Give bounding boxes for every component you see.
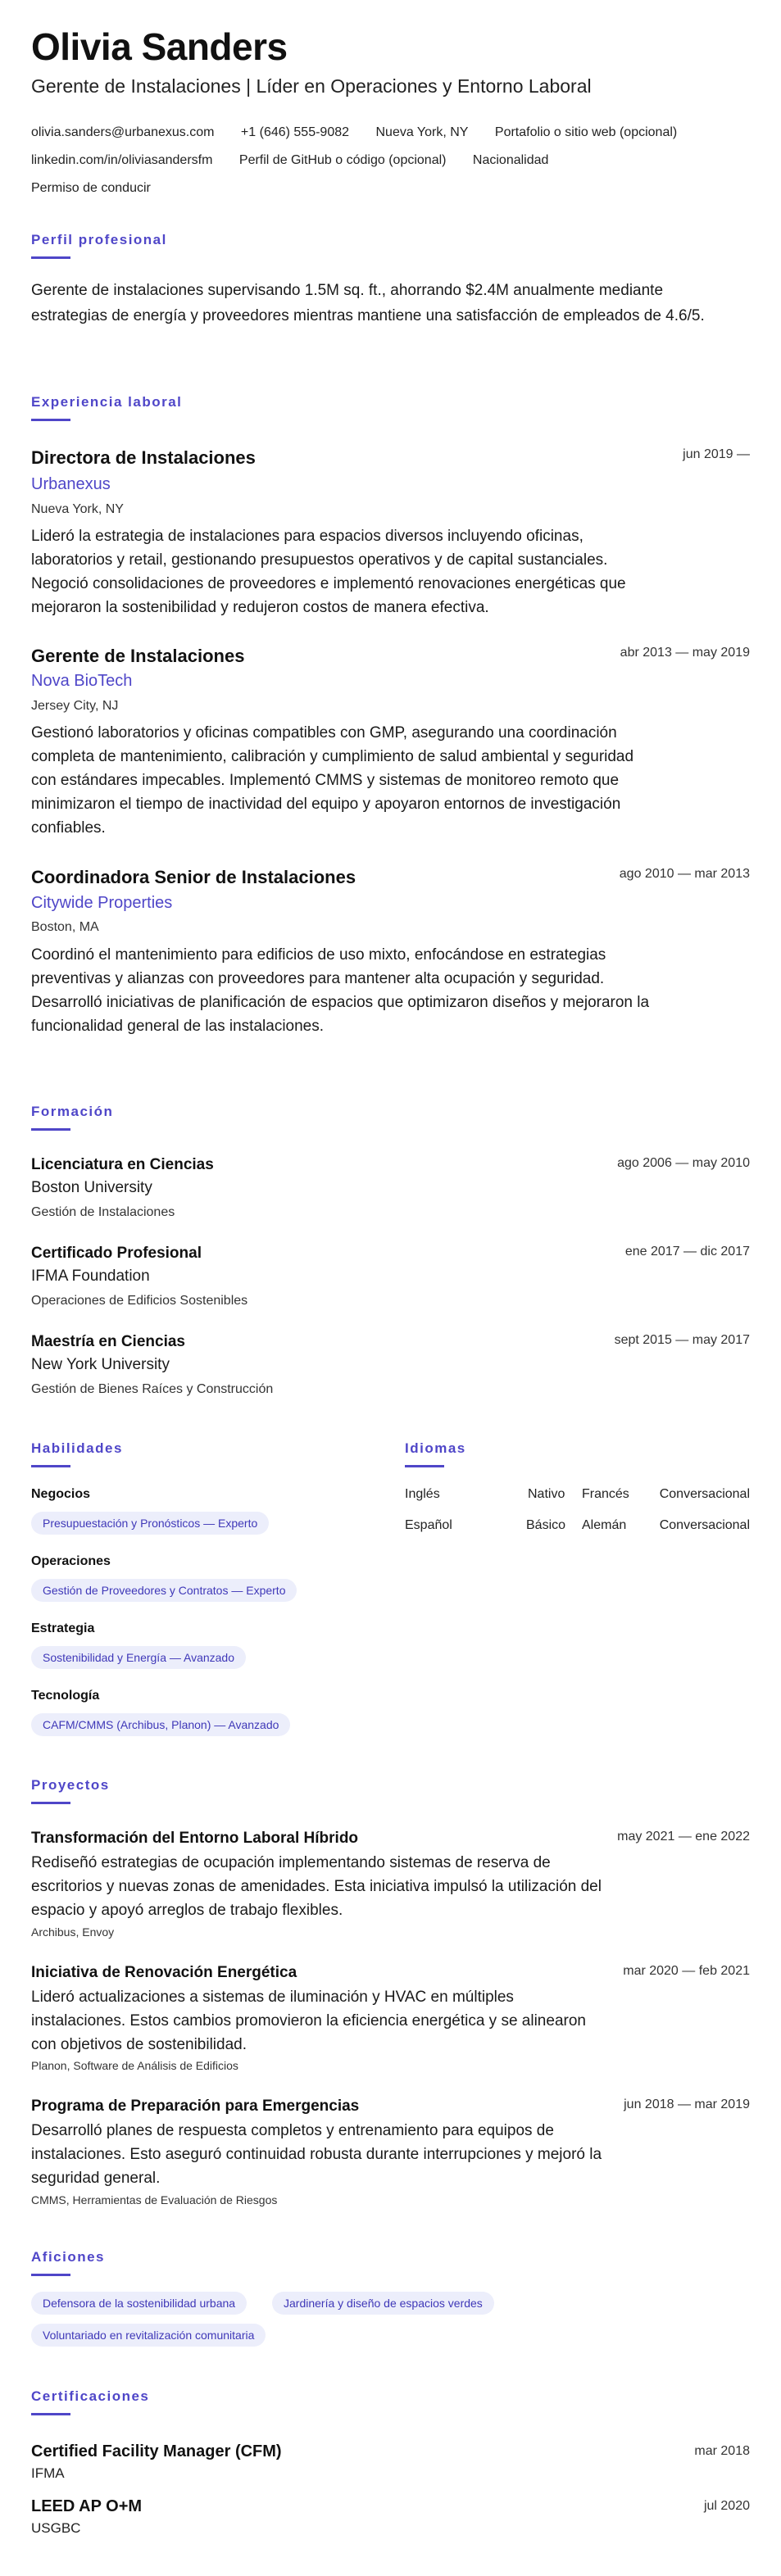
- project-tools: CMMS, Herramientas de Evaluación de Riesgos: [31, 2193, 278, 2206]
- project-title: Programa de Preparación para Emergencias: [31, 2098, 360, 2115]
- project-dates: mar 2020 — feb 2021: [623, 1964, 750, 1978]
- contact-portfolio[interactable]: Portafolio o sitio web (opcional): [494, 125, 678, 139]
- section-title-education: Formación: [31, 1104, 114, 1119]
- education-field: Gestión de Instalaciones: [31, 1205, 175, 1219]
- contact-nationality: Nacionalidad: [472, 153, 549, 167]
- job-description: Coordinó el mantenimiento para edificios de uso mixto, enfocándose en estrategias preventivas y alianzas con proveedores para mantener alta ocupación y seguridad. Desarrolló iniciativas de planificación de espacios que optimizaron diseños y mejoraron la funcionalidad general de las instalaciones.: [31, 946, 650, 1035]
- job-title: Gerente de Instalaciones: [31, 646, 245, 666]
- skill-tag: CAFM/CMMS (Archibus, Planon) — Avanzado: [31, 1713, 290, 1736]
- language-name: Francés: [582, 1487, 629, 1501]
- certification-date: jul 2020: [703, 2499, 750, 2513]
- contact-linkedin[interactable]: linkedin.com/in/oliviasandersfm: [31, 153, 213, 167]
- language-name: Alemán: [582, 1518, 627, 1532]
- section-title-experience: Experiencia laboral: [31, 394, 183, 410]
- language-level: Conversacional: [659, 1518, 750, 1532]
- job-dates: jun 2019 —: [683, 447, 750, 461]
- section-divider: [31, 1465, 70, 1467]
- profile-summary: Gerente de instalaciones supervisando 1.5M sq. ft., ahorrando $2.4M anualmente mediante estrategias de energía y proveedores mientras mantiene una satisfacción de empleados de 4.6/5.: [31, 282, 705, 324]
- project-description: Desarrolló planes de respuesta completos y entrenamiento para equipos de instalaciones. Esto aseguró continuidad robusta durante interrupciones y mejoró la seguridad general.: [31, 2122, 602, 2187]
- job-location: Nueva York, NY: [31, 502, 124, 516]
- hobby-tag: Defensora de la sostenibilidad urbana: [31, 2292, 247, 2315]
- section-title-hobbies: Aficiones: [31, 2249, 106, 2265]
- certification-issuer: IFMA: [31, 2465, 65, 2481]
- job-company[interactable]: Citywide Properties: [31, 894, 173, 912]
- section-divider: [31, 1128, 70, 1131]
- education-dates: sept 2015 — may 2017: [614, 1333, 750, 1347]
- project-tools: Planon, Software de Análisis de Edificios: [31, 2059, 238, 2072]
- skill-category: Operaciones: [31, 1554, 111, 1568]
- language-level: Básico: [526, 1518, 566, 1532]
- skill-category: Tecnología: [31, 1689, 100, 1703]
- job-location: Boston, MA: [31, 920, 99, 934]
- education-dates: ene 2017 — dic 2017: [624, 1245, 750, 1259]
- project-description: Rediseñó estrategias de ocupación implementando sistemas de reserva de escritorios y nuevas zonas de amenidades. Esta iniciativa impulsó la utilización del espacio y apoyó arreglos de trabajo flexibles.: [31, 1854, 602, 1919]
- section-divider: [31, 419, 70, 421]
- section-title-projects: Proyectos: [31, 1777, 110, 1793]
- project-title: Iniciativa de Renovación Energética: [31, 1964, 297, 1981]
- certification-name: Certified Facility Manager (CFM): [31, 2442, 282, 2460]
- candidate-name: Olivia Sanders: [31, 25, 288, 68]
- section-title-profile: Perfil profesional: [31, 232, 167, 247]
- education-dates: ago 2006 — may 2010: [617, 1156, 750, 1170]
- hobby-tag: Voluntariado en revitalización comunitaria: [31, 2324, 266, 2347]
- education-school: New York University: [31, 1356, 170, 1373]
- candidate-headline: Gerente de Instalaciones | Líder en Operaciones y Entorno Laboral: [31, 75, 592, 97]
- contact-github[interactable]: Perfil de GitHub o código (opcional): [238, 153, 447, 167]
- project-dates: may 2021 — ene 2022: [617, 1830, 750, 1844]
- education-school: Boston University: [31, 1179, 152, 1196]
- project-dates: jun 2018 — mar 2019: [624, 2098, 750, 2111]
- education-degree: Certificado Profesional: [31, 1245, 202, 1262]
- education-field: Operaciones de Edificios Sostenibles: [31, 1294, 248, 1308]
- job-title: Coordinadora Senior de Instalaciones: [31, 867, 356, 887]
- contact-location: Nueva York, NY: [375, 125, 469, 139]
- skill-category: Estrategia: [31, 1621, 95, 1635]
- education-degree: Maestría en Ciencias: [31, 1333, 185, 1350]
- job-dates: abr 2013 — may 2019: [620, 646, 750, 660]
- job-company[interactable]: Nova BioTech: [31, 672, 133, 690]
- contact-phone[interactable]: +1 (646) 555-9082: [240, 125, 350, 139]
- certification-issuer: USGBC: [31, 2520, 81, 2536]
- education-school: IFMA Foundation: [31, 1268, 150, 1285]
- section-divider: [31, 256, 70, 259]
- skill-tag: Presupuestación y Pronósticos — Experto: [31, 1512, 269, 1535]
- certification-date: mar 2018: [694, 2444, 750, 2458]
- skill-category: Negocios: [31, 1487, 91, 1501]
- education-field: Gestión de Bienes Raíces y Construcción: [31, 1382, 274, 1396]
- section-title-languages: Idiomas: [405, 1440, 466, 1456]
- language-name: Español: [405, 1518, 452, 1532]
- job-location: Jersey City, NJ: [31, 699, 119, 713]
- contact-list: [31, 119, 752, 202]
- education-degree: Licenciatura en Ciencias: [31, 1156, 214, 1173]
- project-tools: Archibus, Envoy: [31, 1925, 115, 1939]
- job-description: Lideró la estrategia de instalaciones para espacios diversos incluyendo oficinas, laboratorios y retail, gestionando presupuestos operativos y de capital sustanciales. Negoció consolidaciones de proveedores e implementó renovaciones energéticas que mejoraron la sostenibilidad y redujeron costos de manera efectiva.: [31, 528, 626, 616]
- job-description: Gestionó laboratorios y oficinas compatibles con GMP, asegurando una coordinación completa de mantenimiento, calibración y cumplimiento de salud ambiental y seguridad con estándares impecables. Implementó CMMS y sistemas de monitoreo remoto que minimizaron el tiempo de inactividad del equipo y apoyaron entornos de investigación confiables.: [31, 724, 634, 837]
- hobby-tag: Jardinería y diseño de espacios verdes: [272, 2292, 494, 2315]
- section-title-skills: Habilidades: [31, 1440, 123, 1456]
- contact-driving-license: Permiso de conducir: [31, 181, 151, 195]
- skill-tag: Sostenibilidad y Energía — Avanzado: [31, 1646, 246, 1669]
- project-description: Lideró actualizaciones a sistemas de iluminación y HVAC en múltiples instalaciones. Estos cambios promovieron la eficiencia energética y se alinearon con objetivos de sostenibilidad.: [31, 1989, 586, 2053]
- language-name: Inglés: [405, 1487, 440, 1501]
- certification-name: LEED AP O+M: [31, 2497, 143, 2515]
- job-title: Directora de Instalaciones: [31, 447, 256, 468]
- project-title: Transformación del Entorno Laboral Híbrido: [31, 1830, 359, 1847]
- section-divider: [31, 1802, 70, 1804]
- contact-email[interactable]: olivia.sanders@urbanexus.com: [31, 125, 215, 139]
- section-divider: [31, 2413, 70, 2415]
- section-divider: [31, 2274, 70, 2276]
- section-title-certifications: Certificaciones: [31, 2388, 150, 2404]
- language-level: Nativo: [528, 1487, 565, 1501]
- language-level: Conversacional: [659, 1487, 750, 1501]
- job-dates: ago 2010 — mar 2013: [619, 867, 750, 881]
- section-divider: [405, 1465, 444, 1467]
- skill-tag: Gestión de Proveedores y Contratos — Experto: [31, 1579, 297, 1602]
- job-company[interactable]: Urbanexus: [31, 475, 111, 493]
